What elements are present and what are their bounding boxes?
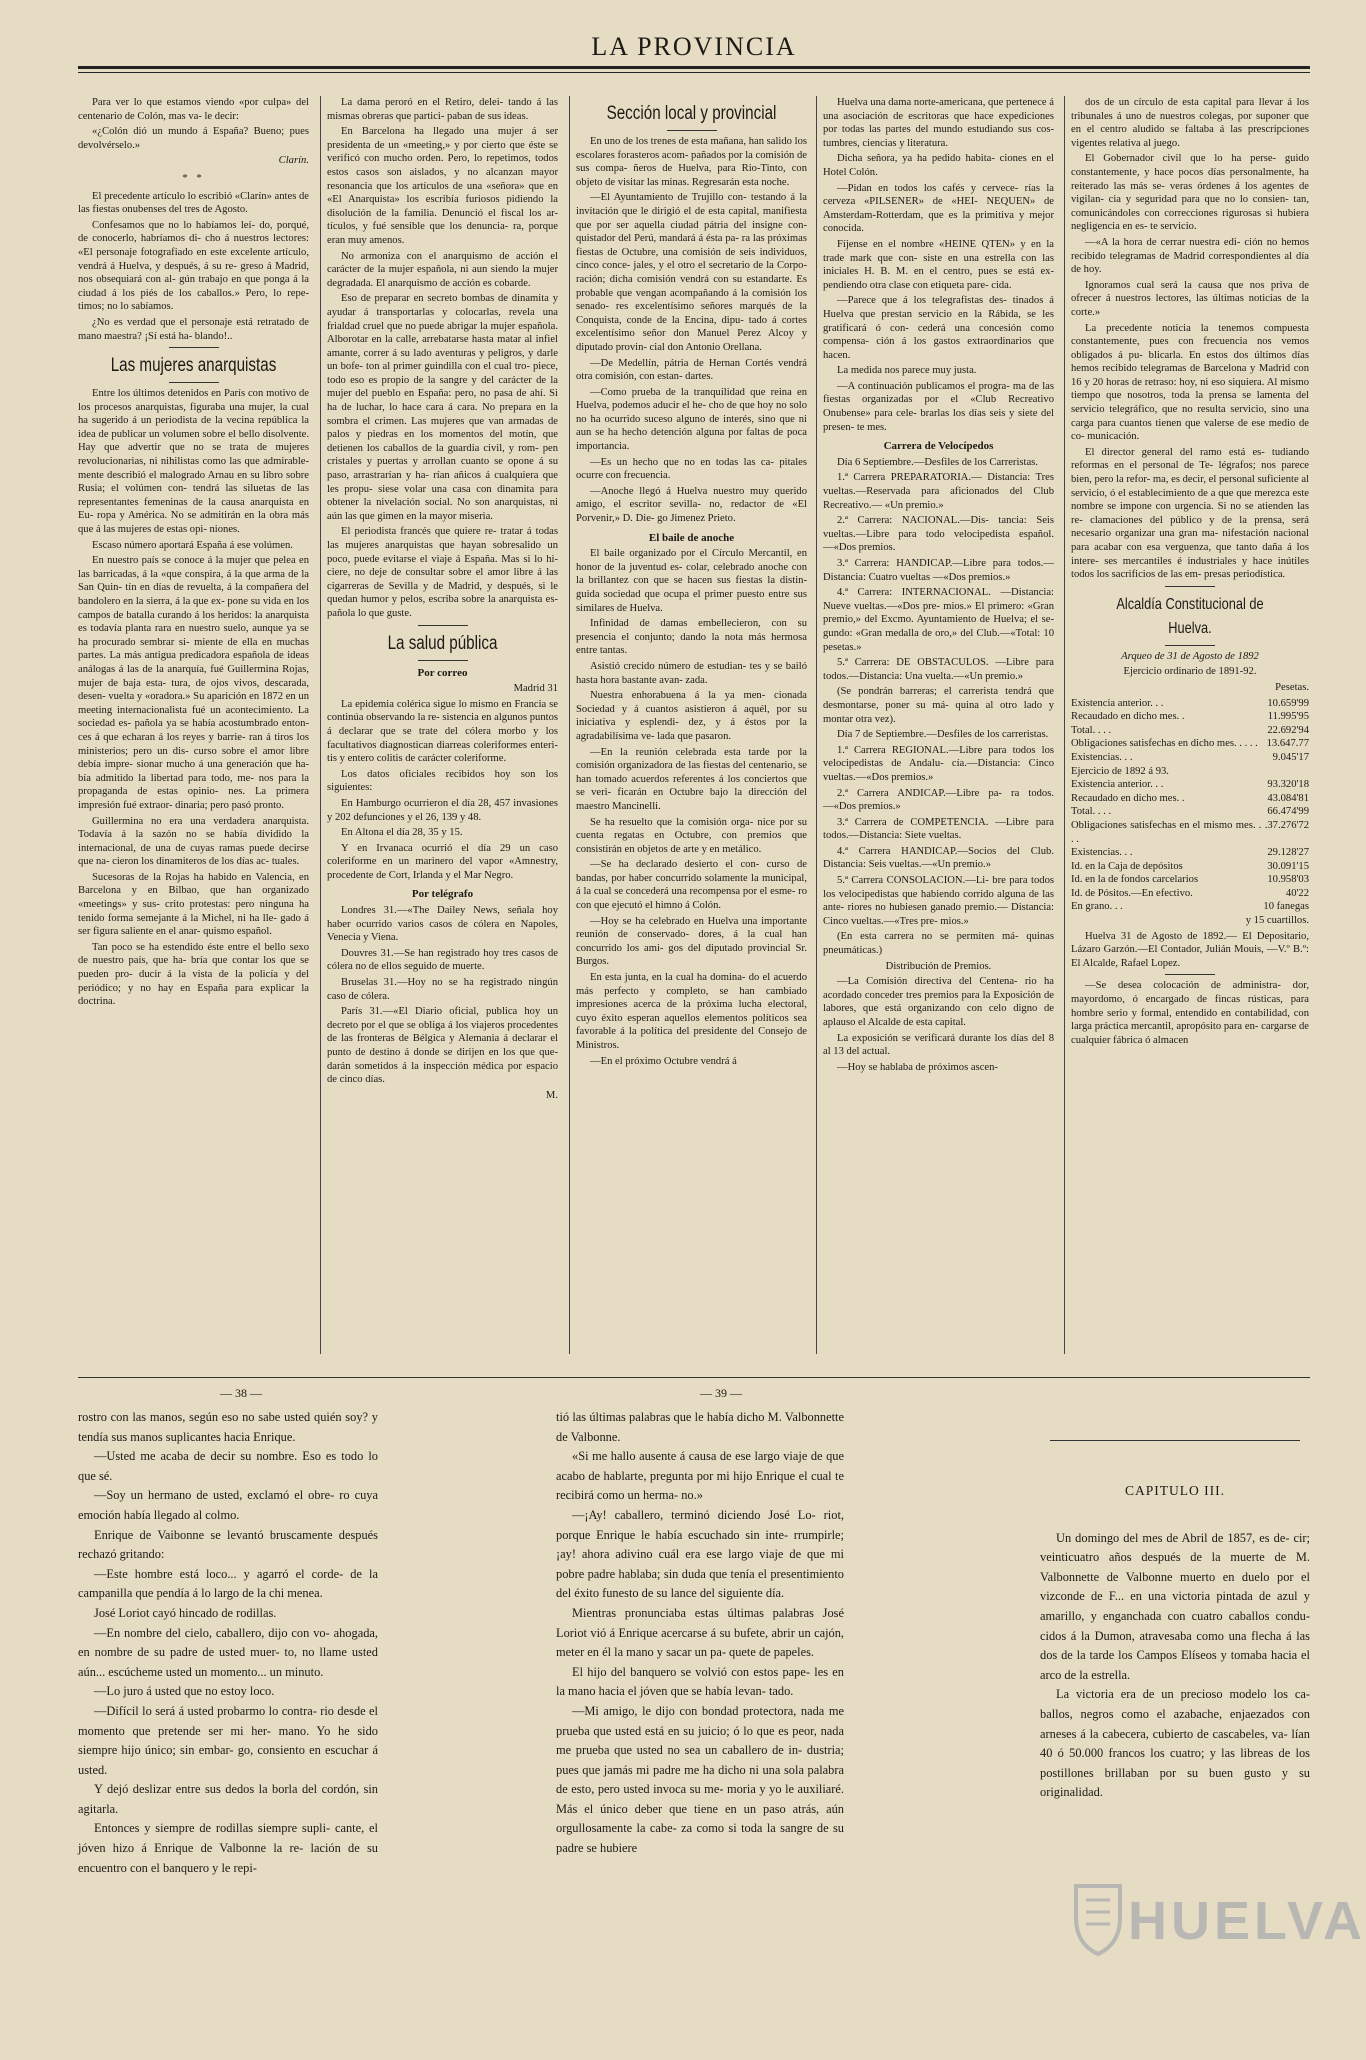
ledger-label: Existencia anterior. . . [1071, 697, 1164, 709]
ledger-row [1071, 900, 1309, 914]
paragraph: —Pidan en todos los cafés y cervece- rías la cerveza «PILSENER» de «HEI- NEQUEN» de Amsterdam-Rotterdam, que es la primitiva y mejor conocida. [823, 182, 1054, 235]
subsection-title: El baile de anoche [648, 531, 735, 544]
ledger-label: Id. en la de fondos carcelarios [1071, 874, 1199, 886]
paragraph: Se ha resuelto que la comisión orga- nice por su cuenta regatas en Octubre, con premios que consistirán en objetos de arte y en metálico. [576, 816, 807, 855]
paragraph: El Gobernador civil que lo ha perse- guido constantemente, y hace pocos días personalmente, ha reiterado las más se- veras órdenes á los agentes de vigilan- cia y seguridad para que no lo consien- tan, comunicándoles con correcciones rigurosas si hubiera negligencia en es- te servicio. [1071, 153, 1309, 233]
paragraph: —Se desea colocación de administra- dor, mayordomo, ó encargado de fincas rústicas, para hombre serio y formal, entendido en contabilidad, con larga práctica mercantil, apropósito para en- cargarse de cualquier fábrica ó almacen [1071, 980, 1309, 1046]
paragraph: Sucesoras de la Rojas ha habido en Valencia, en Barcelona y en Bilbao, que han organizado «meetings» y sus- crito protestas: pero ninguna ha tenido forma semejante á la Michel, ni ha lle- gado á ser figura saliente en el anar- quismo español. [78, 871, 309, 938]
paragraph: La victoria era de un precioso modelo los ca- ballos, negros como el azabache, enjaezados con arneses á la cabecera, cubierto de cascabeles, va- lían 40 ó 50.000 francos los cuatro; y las libreas de los postillones brillaban por su buen gusto y su originalidad. [1040, 1687, 1310, 1800]
paragraph: Fíjense en el nombre «HEINE QTEN» y en la trade mark que con- siste en una estrella con las iniciales H. B. M. en el centro, pues se está ex- pendiendo otra clase con etiqueta pare- cida. [823, 238, 1054, 291]
ledger-amount: 40'22 [1285, 887, 1309, 899]
paragraph: «Si me hallo ausente á causa de ese largo viaje de que acabo de hablarte, pregunta por mi hijo Enrique el cual te recibirá como un herma- no.» [556, 1449, 844, 1503]
paragraph: La medida nos parece muy justa. [837, 365, 977, 377]
paragraph: En Hamburgo ocurrieron el día 28, 457 invasiones y 202 defunciones y el 26, 139 y 48. [327, 797, 558, 823]
ledger-amount: 10.958'03 [1267, 874, 1309, 886]
ledger-row [1071, 724, 1309, 738]
paragraph: rostro con las manos, según eso no sabe usted quién soy? y tendía sus manos suplicantes hacia Enrique. [78, 1410, 378, 1444]
paragraph: La exposición se verificará durante los días del 8 al 13 del actual. [823, 1032, 1054, 1058]
paragraph: El precedente artículo lo escribió «Clarín» antes de las fiestas onubenses del tres de Agosto. [78, 190, 309, 216]
paragraph: No armoniza con el anarquismo de acción el carácter de la mujer española, ni aun siendo la mujer degradada. El anarquismo de acción es cobarde. [327, 250, 558, 289]
paragraph: Los datos oficiales recibidos hoy son los siguientes: [327, 768, 558, 794]
ledger-label: Id. en la Caja de depósitos [1071, 860, 1183, 872]
ledger-row [1071, 860, 1309, 874]
paragraph: El periodista francés que quiere re- tratar á todas las mujeres anarquistas que hayan sobresalido un poco, puede evitarse el viaje á España. Mas si lo hi- ciere, no deje de consultar sobre el amor libre á las cigarreras de Sevilla y de Madrid, y después, si le quedan humor y pelos, escriba sobre la anarquista es- pañola lo que guste. [327, 526, 558, 619]
ledger-label: Recaudado en dicho mes. . [1071, 711, 1185, 723]
serial-column-left [78, 1408, 378, 2028]
paragraph: La dama peroró en el Retiro, delei- tando á las mismas obreras que partici- paban de sus ideas. [327, 97, 558, 122]
paragraph: La epidemia colérica sigue lo mismo en Francia se continúa observando la re- sistencia en algunos puntos á declarar que se trate del cólera morbo y los facultativos diagnostican diarreas coleriformes enteri- tis y entero colitis de carácter coleriforme. [327, 698, 558, 765]
paragraph: ¿No es verdad que el personaje está retratado de mano maestra? ¡Sí está ha- blando!.. [78, 316, 309, 342]
paragraph: 3.ª Carrera: HANDICAP.—Libre para todos.—Distancia: Cuatro vueltas —«Dos premios.» [823, 558, 1054, 583]
paragraph: —«A la hora de cerrar nuestra edi- ción no hemos recibido telegramas de Madrid correspondientes al día de hoy. [1071, 236, 1309, 276]
ledger-row [1071, 765, 1309, 779]
newspaper-title: LA PROVINCIA [591, 32, 797, 61]
section-title: Alcaldía Constitucional de Huelva. [1116, 595, 1264, 637]
page-number: — 38 — [220, 1386, 262, 1400]
ledger-row [1071, 751, 1309, 765]
ledger-amount: 29.128'27 [1267, 847, 1309, 859]
paragraph: Eso de preparar en secreto bombas de dinamita y ayudar á transportarlas y colocarlas, revela una frialdad cruel que no puede abrigar la mujer española. Alborotar en la calle, arrebatarse hasta matar al infiel amante, correr á su lado aventuras y peligros, y darle un bofe- ton al primer guindilla con el cual tro- piece, todo eso es propio de la sangre y del carácter de la mujer del pueblo en España: pero, no pasa de ahí. Si ha de luchar, lo hace cara á cara. No prepara en la sombra el crimen. Las mujeres que van armadas de palos y piedras en los momentos del motín, que detienen los caballos de la guardia civil, y rom- pen cristales y puertas y arrollan cuanto se opone á su paso, arrastrarían y ha- rían añicos á cualquiera que les propu- siese volar una casa con dinamita para obtener la nivelación social. No son anarquistas, ni aún las que gimen en la mayor miseria. [327, 293, 558, 522]
ledger-row [1071, 737, 1309, 751]
ledger-label: Obligaciones satisfechas en el mismo mes. . . . . [1071, 819, 1268, 845]
chapter-rule [1050, 1440, 1300, 1441]
paragraph: Para ver lo que estamos viendo «por culpa» del centenario de Colón, mas va- le decir: [78, 97, 309, 122]
paragraph: —Parece que á los telegrafistas des- tinados á Huelva que prestan servicio en la Rábida, se les gratificará ó con- cederá una concesión como compensa- ción á los gastos extraordinarios que hacen. [823, 295, 1054, 361]
paragraph: Nuestra enhorabuena á la ya men- cionada Sociedad y á cuantos asistieron á aquél, por su iniciativa y esplendi- dez, y á éstos por la agradabilísima ve- lada que pasaron. [576, 690, 807, 742]
ledger-row [1071, 846, 1309, 860]
section-title: Las mujeres anarquistas [110, 355, 277, 377]
paragraph: Y dejó deslizar entre sus dedos la borla del cordón, sin agitarla. [78, 1782, 378, 1816]
paragraph: Confesamos que no lo habíamos leí- do, porqué, de conocerlo, habríamos di- cho á nuestros lectores: «El personaje fotografiado en este excelente artículo, vendrá á Huelva, y después, á su re- greso á Madrid, nos obsequiará con al- gún trabajo en que ponga á la ciudad á los piés de los caballos.» Pero, lo repe- timos; no lo sabíamos. [78, 219, 309, 313]
divider [1165, 586, 1215, 587]
column-4 [823, 96, 1054, 1354]
asterism: * * [182, 172, 205, 184]
paragraph: Entonces y siempre de rodillas siempre supli- cante, el jóven hizo á Enrique de Valbonne la re- lación de su encuentro con el banquero y le repi- [78, 1821, 378, 1875]
paragraph: —Difícil lo será á usted probarmo lo contra- rio desde el momento que pretende ser mi her- mano. Yo he sido siempre hijo único; sin embar- go, consiento en escuchar á usted. [78, 1703, 378, 1777]
paragraph: En esta junta, en la cual ha domina- do el acuerdo más perfecto y completo, se han cambiado impresiones acerca de la próxima lucha electoral, cuyo éxito esperan aquellos elementos políticos sea favorable á la política del presidente del Consejo de Ministros. [576, 972, 807, 1051]
paragraph: (Se pondrán barreras; el carrerista tendrá que desmontarse, poner su má- quina al otro lado y montar otra vez). [823, 686, 1054, 725]
ledger-subheading: Ejercicio ordinario de 1891-92. [1123, 666, 1257, 678]
paragraph: —La Comisión directiva del Centena- rio ha acordado conceder tres premios para la Exposición de labores, que está organizando con celo digno de aplauso el Alcalde de esta capital. [823, 976, 1054, 1028]
ledger-amount: 11.995'95 [1267, 711, 1309, 723]
column-divider [816, 96, 817, 1354]
paragraph: El hijo del banquero se volvió con estos pape- les en la mano hacia el jóven que se había levan- tado. [556, 1664, 844, 1699]
divider [1165, 645, 1215, 646]
paragraph: Y en Irvanaca ocurrió el día 29 un caso coleriforme en un marinero del vapor «Amnestry, procedente de Cort, Irlanda y el Mar Negro. [327, 842, 558, 881]
paragraph: La precedente noticia la tenemos compuesta constantemente, pues con frecuencia nos vemos obligados á pu- blicarla. En estos dos últimos días hemos recibido telegramas de Barcelona y Madrid con 16 y 20 horas de retraso: hoy, ni eso siquiera. Al mismo tiempo que nosotros, toda la prensa se lamenta del servicio telegráfico, que no resulta servicio, sino una carga para cuantos tienen que valerse de ese medio de co- municación. [1071, 322, 1309, 443]
ledger-heading: Arqueo de 31 de Agosto de 1892 [1121, 650, 1259, 662]
ledger-row [1071, 819, 1309, 846]
paragraph: —En el próximo Octubre vendrá á [590, 1055, 737, 1067]
paragraph: —De Medellín, pátria de Hernan Cortés vendrá otra comisión, con estan- dartes. [576, 357, 807, 383]
divider [169, 382, 219, 383]
ledger-row [1071, 873, 1309, 887]
subsection-title: Por correo [417, 666, 468, 679]
paragraph: París 31.—«El Diario oficial, publica hoy un decreto por el que se obliga á los viajeros procedentes de las fronteras de Bélgica y Alemania á declarar el punto de destino á donde se dirijen en los que que- darán sometidos á la inspección médica por espacio de cinco días. [327, 1006, 558, 1086]
ledger-currency: Pesetas. [1275, 681, 1309, 693]
paragraph: —Este hombre está loco... y agarró el corde- de la campanilla que pendía á lo largo de la chi menea. [78, 1566, 378, 1601]
paragraph: En nuestro país se conoce á la mujer que pelea en las barricadas, á la «que conspira, á la que arma de la San Quin- tín en días de revuelta, á la compañera del bandolero en la sierra, á la que ex- pone su vida en los campos de batalla curando á los heridos: la anarquista es todavía planta rara en nuestro suelo, aunque ya se ha procurado sembrar si- miente de ella en muchas partes. La más antigua predicadora española de ideas análogas á las de la anarquía, fué Guillermina Rojas, mujer de baja esta- tura, de ojos vivos, descarada, desen- vuelta y «oradora.» Su aparición en 1872 en un meeting internacionalista fué un acontecimiento. La sociedad es- pañola ya se había acostumbrado enton- ces á que echaran á los reyes y barrie- ran á tiros los ministerios; pero un dis- curso sobre el amor libre debía impre- sionar mucho á una generación que ha- bía admitido la libertad para todo, me- nos para la propaganda de estas opinio- nes. La primera impresión fué extraor- dinaria; pero pasó pronto. [78, 555, 309, 811]
section-title: La salud pública [387, 632, 498, 654]
paragraph: —Soy un hermano de usted, exclamó el obre- ro cuya emoción había llegado al colmo. [78, 1488, 378, 1522]
signature: Clarín. [278, 155, 309, 167]
paragraph: —Mi amigo, le dijo con bondad protectora, nada me prueba que usted está en su juicio; ó lo que es peor, nada me prueba que usted no sea un caballero de in- dustria; pues que jamás mi padre me ha dicho ni una sola palabra de esto, pero usted invoca su me- moria y yo le auxiliaré. Más el único deber que tiene en un paso atrás, aún orgullosamente la cabe- za como si toda la sangre de su padre se hubiere [556, 1703, 844, 1856]
paragraph: Londres 31.—«The Dailey News, señala hoy haber ocurrido varios casos de cólera en Napoles, Venecia y Viena. [327, 905, 558, 944]
ledger-row [1071, 887, 1309, 901]
paragraph: 1.ª Carrera PREPARATORIA.— Distancia: Tres vueltas.—Reservada para aficionados del Club Recreativo.— «Un premio.» [823, 472, 1054, 511]
ledger-row [1071, 697, 1309, 711]
paragraph: 1.ª Carrera REGIONAL.—Libre para todos los velocipedistas de Andalu- cía.—Distancia: Cinco vueltas.—«Dos premios.» [823, 744, 1054, 783]
crest-icon [1068, 1878, 1128, 1958]
paragraph: —Usted me acaba de decir su nombre. Eso es todo lo que sé. [78, 1449, 378, 1483]
paragraph: Asistió crecido número de estudian- tes y se bailó hasta hora bastante avan- zada. [576, 660, 807, 686]
paragraph: —¡Ay! caballero, terminó diciendo José Lo- riot, porque Enrique le había escuchado sin inte- rrumpirle; ¡ay! ahora adivino cuál era ese largo viaje de que mi pobre padre hablaba; sin duda que tenía el presentimiento del éxito funesto de su lance del siguiente día. [556, 1507, 844, 1601]
paragraph: 3.ª Carrera de COMPETENCIA. —Libre para todos.—Distancia: Siete vueltas. [823, 816, 1054, 842]
ledger-label: Id. de Pósitos.—En efectivo. [1071, 887, 1193, 899]
paragraph: —Hoy se hablaba de próximos ascen- [837, 1061, 998, 1073]
paragraph: Entre los últimos detenidos en París con motivo de los procesos anarquistas, figuraba una mujer, la cual ha sugerido á un periodista de la vecina república la idea de publicar un volumen sobre el bello disolvente. Hay que advertir que no se trata de mujeres revolucionarias, ni nihilistas como las que admirable- mente describió el malogrado Arnau en su libro sobre Rusia; el volúmen con- tendrá las siluetas de las representantes femeninas de la causa anarquista en Eu- ropa y América. No se admitirán en la obra más que á las mujeres de estas opi- niones. [78, 388, 309, 536]
paragraph: Huelva una dama norte-americana, que pertenece á una asociación de escritoras que hace expediciones por todas las partes del mundo estudiando sus cos- tumbres, ciencias y literatura. [823, 97, 1054, 149]
paragraph: Un domingo del mes de Abril de 1857, es de- cir; veinticuatro años después de la muerte de M. Valbonnette de Valbonne muerto en duelo por el vizconde de F... en una victoria pintada de azul y amarillo, y enganchada con cuatro caballos condu- cidos á la Dumon, atravesaba como una flecha á las dos de la tarde los Campos Elíseos y tomaba hacia el arco de la estrella. [1040, 1530, 1310, 1682]
ledger-label: Ejercicio de 1892 á 93. [1071, 765, 1169, 777]
column-divider [320, 96, 321, 1354]
signature: M. [545, 1089, 558, 1101]
ledger-amount: 30.091'15 [1267, 860, 1309, 872]
paragraph: —Anoche llegó á Huelva nuestro muy querido amigo, el escritor sevilla- no, redactor de «El Porvenir,» D. Die- go Jimenez Prieto. [576, 485, 807, 525]
ledger-amount: 9.045'17 [1272, 751, 1309, 763]
paragraph: «¿Colón dió un mundo á España? Bueno; pues devolvérselo.» [78, 126, 309, 151]
ledger-label: Existencia anterior. . . [1071, 779, 1164, 791]
ledger-tail: y 15 cuartillos. [1245, 915, 1309, 927]
section-title: Sección local y provincial [606, 103, 777, 124]
paragraph: Enrique de Vaibonne se levantó bruscamente después rechazó gritando: [78, 1527, 378, 1562]
divider [1165, 974, 1215, 975]
paragraph: En uno de los trenes de esta mañana, han salido los escolares forasteros acom- pañados por la comisión de sus compa- ñeros de Huelva, para Rio-Tinto, con objeto de visitar las minas. Regresarán esta noche. [576, 136, 807, 188]
paragraph: Escaso número aportará España á ese volúmen. [92, 539, 293, 551]
paragraph: —Hoy se ha celebrado en Huelva una importante reunión de conservado- dores, á la cual han concurrido los ami- gos del diputado provincial Sr. Burgos. [576, 915, 807, 968]
divider [418, 625, 468, 626]
ledger-row [1071, 805, 1309, 819]
ledger-amount: 22.692'94 [1267, 724, 1309, 736]
paragraph: 4.ª Carrera HANDICAP.—Socios del Club. Distancia: Seis vueltas.—«Un premio.» [823, 845, 1054, 871]
chapter-heading: CAPITULO III. [1125, 1483, 1225, 1498]
paragraph: Guillermina no era una verdadera anarquista. Todavía á la sazón no se había dividido la internacional, de una de cuyas ramas puede decirse que na- cieron los dinamiteros de los días ac- tuales. [78, 815, 309, 868]
paragraph: Distribución de Premios. [885, 960, 992, 972]
paragraph: —Es un hecho que no en todas las ca- pitales ocurre con frecuencia. [576, 456, 807, 482]
paragraph: —En nombre del cielo, caballero, dijo con vo- ahogada, en nombre de su padre de usted muer- to, no llame usted aún... escúcheme usted un momento... un minuto. [78, 1625, 378, 1679]
paragraph: Tan poco se ha estendido éste entre el bello sexo de nuestro país, que ha- bría que contar los que se pueden pro- ducir á la vista de la policía y del periódico; y no hay en España para explicar la doctrina. [78, 941, 309, 1008]
dateline: Madrid 31 [513, 683, 558, 695]
ledger-label: Obligaciones satisfechas en dicho mes. . . . . [1071, 738, 1258, 750]
ledger-amount: 10 fanegas [1263, 901, 1309, 913]
paragraph: En Barcelona ha llegado una mujer á ser presidenta de un «meeting,» y por cierto que éste se verificó con mucho orden. Pero, lo repetimos, todos estos casos son aislados, y no alcanzan mayor resonancia que los artículos de una «señora» que en «El Anarquista» los escribía furiosos pidiendo la disolución de la familia. Denunció el fiscal los ar- tículos, y fué sensible que los denuncia- ra, porque eran muy amenos. [327, 126, 558, 246]
ledger-amount: 43.084'81 [1267, 792, 1309, 804]
column-3 [576, 96, 807, 1354]
column-5 [1071, 96, 1309, 1354]
paragraph: —En la reunión celebrada esta tarde por la comisión organizadora de las fiestas del centenario, se han tomado acuerdos referentes á los conciertos que se veri- ficarán en Octubre bajo la dirección del maestro Mancinelli. [576, 746, 807, 812]
paragraph: En Altona el día 28, 35 y 15. [341, 827, 463, 839]
subsection-title: Carrera de Velocípedos [883, 440, 994, 453]
watermark-text: HUELVA [1128, 1891, 1366, 1951]
paragraph: 2.ª Carrera: NACIONAL.—Dis- tancia: Seis vueltas.—Libre para todo velocipedista español.—«Dos premios. [823, 515, 1054, 554]
divider [667, 130, 717, 131]
column-2 [327, 96, 558, 1354]
ledger-label: Existencias. . . [1071, 751, 1133, 763]
paragraph: José Loriot cayó hincado de rodillas. [94, 1605, 277, 1620]
paragraph: tió las últimas palabras que le había dicho M. Valbonnette de Valbonne. [556, 1410, 844, 1444]
ledger-label: En grano. . . [1071, 901, 1123, 913]
ledger-row [1071, 778, 1309, 792]
paragraph: —El Ayuntamiento de Trujillo con- testando á la invitación que le dirigió el de esta capital, manifiesta que por ser aquella ciudad pátria del insigne con- quistador del Perú, mandará á ésta pa- ra las próximas fiestas de Octubre, una comisión de seis individuos, cinco conce- jales, y el otro el secretario de la Corpo- ración; dicha comisión vendrá con su estandarte. Es probable que vengan acompañando á la comisión los senado- res excelentísimo señores marqués de la Conquista, conde de la Encina, dipu- tado á cortes excelentísimo señor don Manuel Perez Alcoy y diputado provin- cial don Antonio Orellana. [576, 192, 807, 353]
ledger-label: Total. . . . [1071, 806, 1112, 818]
ledger-amount: 10.659'99 [1267, 697, 1309, 709]
paragraph: —Se ha declarado desierto el con- curso de bandas, por haber concurrido solamente la municipal, á la cual se concederá una recompensa por el esme- ro con que ejecutó el himno á Colón. [576, 859, 807, 912]
paragraph: —A continuación publicamos el progra- ma de las fiestas organizadas por el «Club Recreativo Onubense» para cele- brarlas los días seis y siete del presen- te mes. [823, 380, 1054, 433]
column-1 [78, 96, 309, 1354]
paragraph: 2.ª Carrera ANDICAP.—Libre pa- ra todos.—«Dos premios.» [823, 787, 1054, 813]
paragraph: Dicha señora, ya ha pedido habita- ciones en el Hotel Colón. [823, 153, 1054, 178]
paragraph: El baile organizado por el Círculo Mercantil, en honor de la juventud es- colar, celebrado anoche con la brillantez con que se hacen sus fiestas la distin- guida sociedad que ocupa el primer puesto entre sus similares de Huelva. [576, 548, 807, 614]
paragraph: Día 6 Septiembre.—Desfiles de los Carreristas. [837, 456, 1038, 468]
divider [418, 660, 468, 661]
section-rule [78, 1377, 1310, 1378]
paragraph: Bruselas 31.—Hoy no se ha registrado ningún caso de cólera. [327, 977, 558, 1002]
column-divider [1064, 96, 1065, 1354]
paragraph: 4.ª Carrera: INTERNACIONAL. —Distancia: Nueve vueltas.—«Dos pre- mios.» El primero: «Gran premio,» del Excmo. Ayuntamiento de Huelva; el se- gundo: «Gran medalla de oro,» del Club.—«Total: 10 pesetas.» [823, 587, 1054, 653]
divider [169, 347, 219, 348]
paragraph: dos de un círculo de esta capital para llevar á los tribunales á uno de nuestros colegas, por suponer que en el centro aludido se faltaba á las prescripciones vigentes relativa al juego. [1071, 97, 1309, 149]
paragraph: Ignoramos cual será la causa que nos priva de ofrecer á nuestros lectores, las últimas noticias de la corte.» [1071, 279, 1309, 318]
paragraph: Día 7 de Septiembre.—Desfiles de los carreristas. [837, 729, 1049, 741]
paragraph: —Como prueba de la tranquilidad que reina en Huelva, podemos aducir el he- cho de que hoy no solo no ha ocurrido suceso alguno de interés, sino que ni aun se ha hecho detención alguna por faltas de poca importancia. [576, 386, 807, 453]
page-number: — 39 — [700, 1386, 742, 1400]
column-divider [569, 96, 570, 1354]
paragraph: El director general del ramo está es- tudiando reformas en el personal de Te- légrafos; nos parece bien, pero la refor- ma, es decir, el personal suficiente al servicio, ó el establecimiento de a que que merezca este nombre se impone con urgencia. Si no se atienden las re- clamaciones del público y de la prensa, será necesario organizar una gran ma- nifestación nacional para acabar con esa verguenza, que tanto daña á los intere- ses mercantiles é industriales y hace inútiles todos los sacrificios de las em- presas periodística. [1071, 446, 1309, 581]
subsection-title: Por telégrafo [411, 888, 474, 901]
paragraph: Infinidad de damas embellecieron, con su presencia el conjunto; dando la nota más hermosa entre tantas. [576, 618, 807, 657]
ledger-amount: 66.474'99 [1267, 806, 1309, 818]
paragraph: —Lo juro á usted que no estoy loco. [94, 1684, 275, 1699]
masthead [78, 30, 1310, 92]
paragraph: 5.ª Carrera CONSOLACION.—Li- bre para todos los velocipedistas que habiendo corrido alguna de las ante- riores no hubiesen ganado premio.— Distancia: Cinco vueltas.—«Tres pre- mios.» [823, 875, 1054, 927]
masthead-rule [78, 66, 1310, 73]
ledger-row [1071, 710, 1309, 724]
ledger-amount: 13.647.77 [1266, 738, 1309, 750]
ledger-row [1071, 792, 1309, 806]
ledger-label: Total. . . . [1071, 724, 1112, 736]
ledger-table [1071, 697, 1309, 915]
serial-column-middle [556, 1408, 844, 2028]
paragraph: Douvres 31.—Se han registrado hoy tres casos de cólera no de ellos seguido de muerte. [327, 947, 558, 973]
paragraph: 5.ª Carrera: DE OBSTACULOS. —Libre para todos.—Distancia: Una vuelta.—«Un premio.» [823, 657, 1054, 682]
paragraph: Mientras pronunciaba estas últimas palabras José Loriot vió á Enrique acercarse á su bufete, abrir un cajón, meter en él la mano y sacar un pa- quete de papeles. [556, 1605, 844, 1660]
paragraph: (En esta carrera no se permiten má- quinas pneumáticas.) [823, 931, 1054, 957]
ledger-label: Existencias. . . [1071, 847, 1133, 859]
ledger-label: Recaudado en dicho mes. . [1071, 792, 1185, 804]
paragraph: Huelva 31 de Agosto de 1892.— El Depositario, Lázaro Garzón.—El Contador, Julián Mouis, —V.º B.º: El Alcalde, Rafael Lopez. [1071, 930, 1309, 969]
ledger-amount: 93.320'18 [1267, 779, 1309, 791]
ledger-amount: 37.276'72 [1267, 819, 1309, 831]
library-watermark [1068, 1868, 1366, 1978]
